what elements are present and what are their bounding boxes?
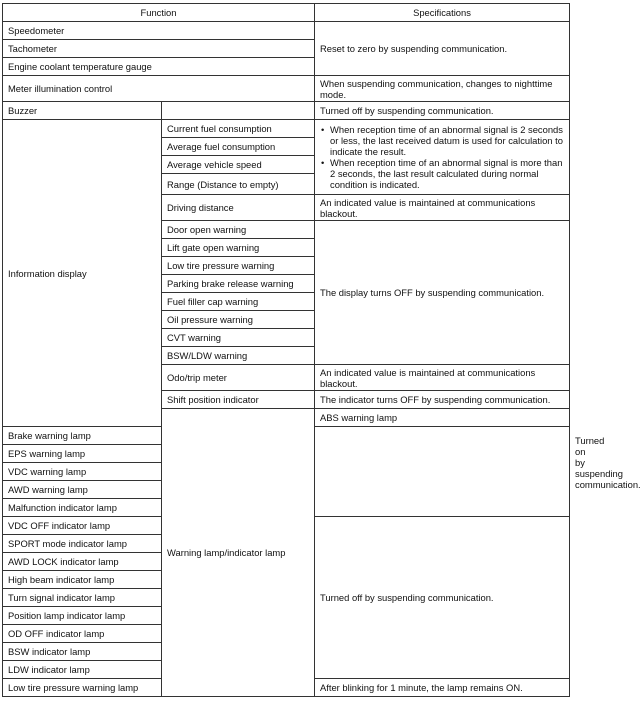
function-meter-illumination: Meter illumination control: [3, 76, 315, 102]
empty-cell: [162, 102, 315, 120]
info-warning-item: Low tire pressure warning: [162, 257, 315, 275]
spec-driving-distance: An indicated value is maintained at communications blackout.: [315, 195, 570, 221]
lamp-item: ABS warning lamp: [315, 409, 570, 427]
lamp-item: VDC OFF indicator lamp: [3, 517, 162, 535]
lamp-item: Turn signal indicator lamp: [3, 589, 162, 607]
info-warning-item: Lift gate open warning: [162, 239, 315, 257]
info-item: Average fuel consumption: [162, 138, 315, 156]
spec-bullet: • When reception time of an abnormal signal is more than 2 seconds, the last result calculated during normal condition is indicated.: [320, 157, 564, 190]
spec-info-warnings: The display turns OFF by suspending communication.: [315, 221, 570, 365]
info-warning-item: CVT warning: [162, 329, 315, 347]
lamp-item: AWD warning lamp: [3, 481, 162, 499]
lamp-item-low-tire-pressure: Low tire pressure warning lamp: [3, 679, 162, 697]
lamp-item: Brake warning lamp: [3, 427, 162, 445]
spec-gauges: Reset to zero by suspending communication.: [315, 22, 570, 76]
info-warning-item: BSW/LDW warning: [162, 347, 315, 365]
info-item: Current fuel consumption: [162, 120, 315, 138]
info-item-shift-position: Shift position indicator: [162, 391, 315, 409]
lamp-item: LDW indicator lamp: [3, 661, 162, 679]
lamp-item: Malfunction indicator lamp: [3, 499, 162, 517]
spec-meter-illumination: When suspending communication, changes to nighttime mode.: [315, 76, 570, 102]
function-information-display: Information display: [3, 120, 162, 427]
function-buzzer: Buzzer: [3, 102, 162, 120]
info-item: Average vehicle speed: [162, 156, 315, 174]
info-warning-item: Parking brake release warning: [162, 275, 315, 293]
spec-bullet-list: [320, 124, 564, 190]
lamp-item: AWD LOCK indicator lamp: [3, 553, 162, 571]
spec-bullet: • When reception time of an abnormal signal is 2 seconds or less, the last received datum is used for calculation to indicate the result.: [320, 124, 564, 157]
function-header: Function: [3, 4, 315, 22]
specifications-header: Specifications: [315, 4, 570, 22]
lamp-item: EPS warning lamp: [3, 445, 162, 463]
lamp-item: Position lamp indicator lamp: [3, 607, 162, 625]
info-warning-item: Fuel filler cap warning: [162, 293, 315, 311]
spec-fuel-consumption: [315, 120, 570, 195]
function-tachometer: Tachometer: [3, 40, 315, 58]
info-warning-item: Oil pressure warning: [162, 311, 315, 329]
spec-lamps-off: Turned off by suspending communication.: [315, 517, 570, 679]
function-speedometer: Speedometer: [3, 22, 315, 40]
specification-table: Function Specifications Speedometer Reset to zero by suspending communication. Tachometer Engine coolant temperature gauge Meter illumination control When suspending communication, changes to nighttime mode. Buzzer Turned off by suspending communication. Information display Current fuel consumption • When reception time of an abnormal signal is 2 seconds or less, the last received datum is used for calculation to indicate the result. • When reception time of an abnormal signal is more than 2 seconds, the last result calculated during normal condition is indicated. Average fuel consumption Average vehicle speed Range (Distance to empty) Driving distance An indicated value is maintained at communications blackout. Door open warning The display turns OFF by suspending communication. Lift gate open warning Low tire pressure warning Parking brake release warning Fuel filler cap warning Oil pressure warning CVT warning BSW/LDW warning Odo/trip meter An indicated value is maintained at communications blackout. Shift position indicator The indicator turns OFF by suspending communication. Warning lamp/indicator lamp ABS warning lamp Turned on by suspending communication. Brake warning lamp EPS warning lamp VDC warning lamp AWD warning lamp Malfunction indicator lamp VDC OFF indicator lamp Turned off by suspending communication. SPORT mode indicator lamp AWD LOCK indicator lamp High beam indicator lamp Turn signal indicator lamp Position lamp indicator lamp OD OFF indicator lamp BSW indicator lamp LDW indicator lamp Low tire pressure warning lamp After blinking for 1 minute, the lamp remains ON.: [2, 3, 570, 697]
spec-shift-position: The indicator turns OFF by suspending communication.: [315, 391, 570, 409]
lamp-item: OD OFF indicator lamp: [3, 625, 162, 643]
spec-buzzer: Turned off by suspending communication.: [315, 102, 570, 120]
lamp-item: BSW indicator lamp: [3, 643, 162, 661]
info-item-odo-trip: Odo/trip meter: [162, 365, 315, 391]
spec-odo-trip: An indicated value is maintained at communications blackout.: [315, 365, 570, 391]
info-warning-item: Door open warning: [162, 221, 315, 239]
info-item: Range (Distance to empty): [162, 174, 315, 195]
lamp-item: VDC warning lamp: [3, 463, 162, 481]
function-warning-indicator-lamp: Warning lamp/indicator lamp: [162, 409, 315, 697]
lamp-item: SPORT mode indicator lamp: [3, 535, 162, 553]
lamp-item: High beam indicator lamp: [3, 571, 162, 589]
function-coolant-gauge: Engine coolant temperature gauge: [3, 58, 315, 76]
spec-low-tire-lamp: After blinking for 1 minute, the lamp remains ON.: [315, 679, 570, 697]
info-item-driving-distance: Driving distance: [162, 195, 315, 221]
